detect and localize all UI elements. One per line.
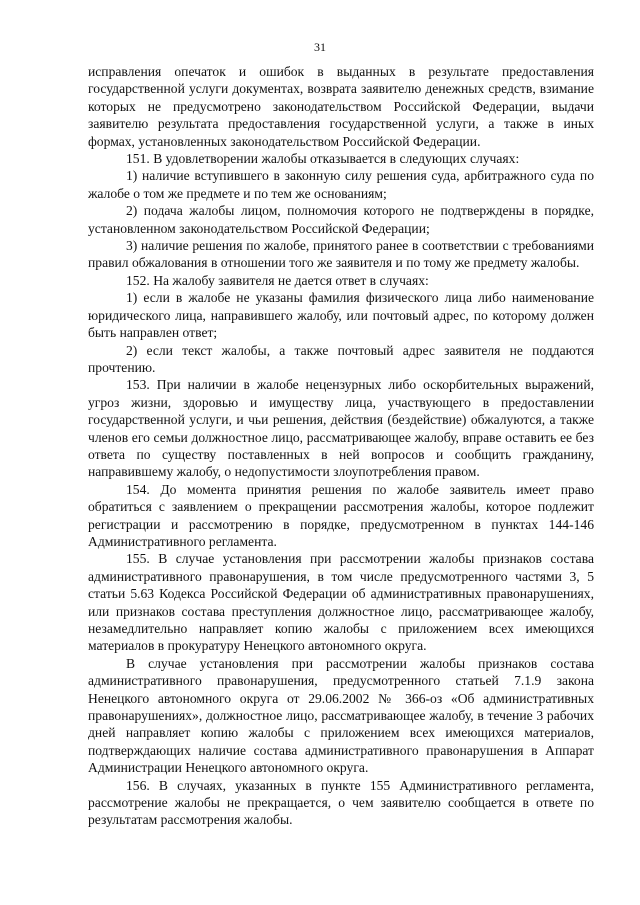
paragraph-151-item-2: 2) подача жалобы лицом, полномочия которого не подтверждены в порядке, установленном законодательством Российской Федерации; (88, 203, 594, 236)
paragraph-155-second: В случае установления при рассмотрении жалобы признаков состава административного правонарушения, предусмотренного статьей 7.1.9 закона Ненецкого автономного округа от 29.06.2002 № 366-оз «Об административных правонарушениях», должностное лицо, рассматривающее жалобу, в течение 3 рабочих дней направляет копию жалобы с приложением всех имеющихся материалов, подтверждающих наличие состава административного правонарушения в Аппарат Администрации Ненецкого автономного округа. (88, 655, 594, 776)
paragraph-151: 151. В удовлетворении жалобы отказывается в следующих случаях: (126, 151, 520, 167)
page-number: 31 (314, 40, 326, 54)
paragraph-153: 153. При наличии в жалобе нецензурных либо оскорбительных выражений, угроз жизни, здоровью и имуществу лица, участвующего в предоставлении государственной услуги, и чьи решения, действия (бездействие) обжалуются, а также членов его семьи должностное лицо, рассматривающее жалобу, вправе оставить ее без ответа по существу поставленных в ней вопросов и сообщить гражданину, направившему жалобу, о недопустимости злоупотребления правом. (88, 377, 594, 480)
paragraph-152-item-2: 2) если текст жалобы, а также почтовый адрес заявителя не поддаются прочтению. (88, 342, 594, 375)
paragraph-155: 155. В случае установления при рассмотрении жалобы признаков состава административного правонарушения, в том числе предусмотренного частями 3, 5 статьи 5.63 Кодекса Российской Федерации об административных правонарушениях, или признаков состава преступления должностное лицо, рассматривающее жалобу, незамедлительно направляет копию жалобы с приложением всех имеющихся материалов в прокуратуру Ненецкого автономного округа. (88, 551, 594, 654)
document-body (88, 63, 594, 829)
paragraph-151-item-1: 1) наличие вступившего в законную силу решения суда, арбитражного суда по жалобе о том же предмете и по тем же основаниям; (88, 168, 594, 201)
paragraph-continuation: исправления опечаток и ошибок в выданных в результате предоставления государственной услуги документах, возврата заявителю денежных средств, взимание которых не предусмотрено законодательством Российской Федерации, выдачи заявителю результата предоставления государственной услуги, а также в иных формах, установленных законодательством Российской Федерации. (88, 64, 594, 149)
paragraph-156: 156. В случаях, указанных в пункте 155 Административного регламента, рассмотрение жалобы не прекращается, о чем заявителю сообщается в ответе по результатам рассмотрения жалобы. (88, 777, 594, 828)
paragraph-152-item-1: 1) если в жалобе не указаны фамилия физического лица либо наименование юридического лица, направившего жалобу, или почтовый адрес, по которому должен быть направлен ответ; (88, 290, 594, 341)
paragraph-154: 154. До момента принятия решения по жалобе заявитель имеет право обратиться с заявлением о прекращении рассмотрения жалобы, которое подлежит регистрации и рассмотрению в порядке, предусмотренном в пунктах 144-146 Административного регламента. (88, 481, 594, 549)
paragraph-152: 152. На жалобу заявителя не дается ответ в случаях: (126, 272, 429, 288)
paragraph-151-item-3: 3) наличие решения по жалобе, принятого ранее в соответствии с требованиями правил обжалования в отношении того же заявителя и по тому же предмету жалобы. (88, 238, 594, 271)
